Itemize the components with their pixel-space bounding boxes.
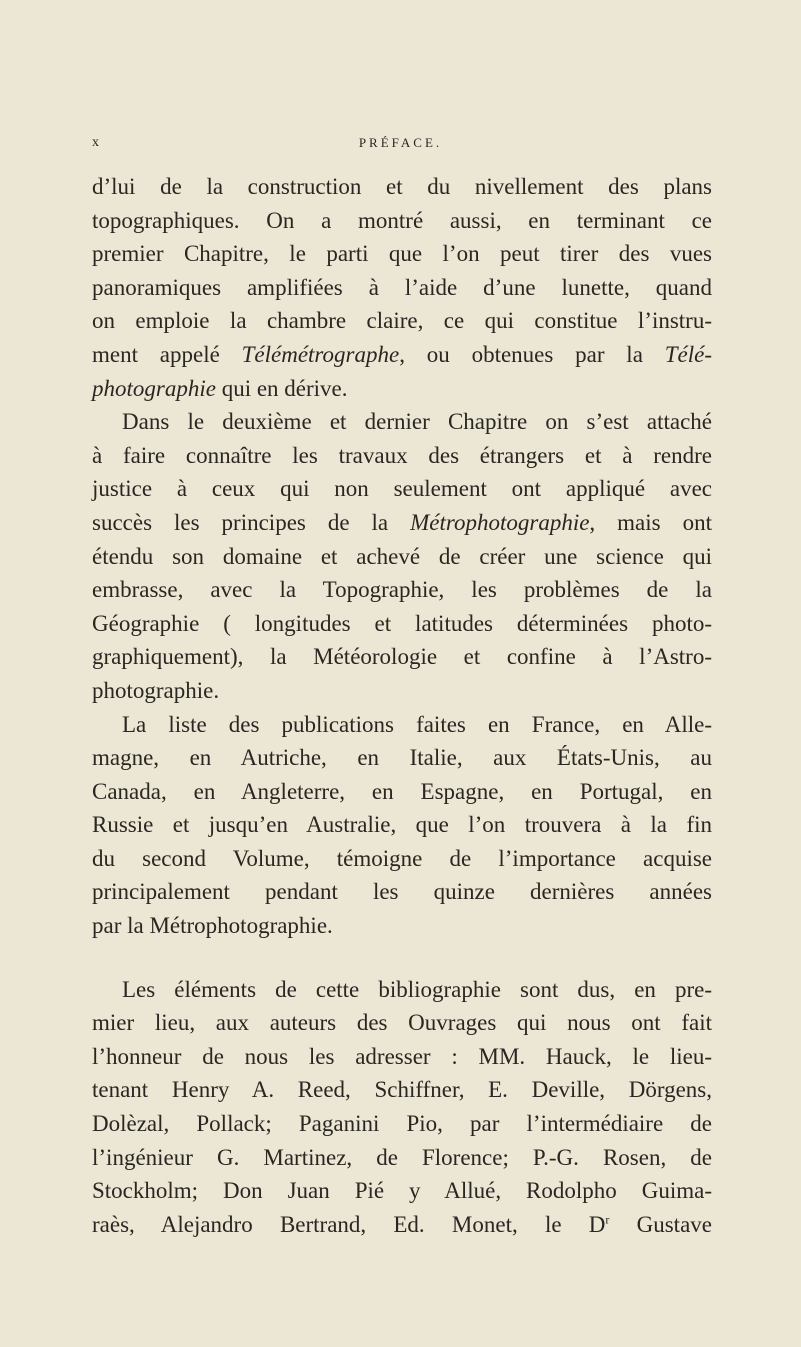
page-header [92, 135, 709, 159]
text-line: Stockholm; Don Juan Pié y Allué, Rodolpho Guima- [92, 1178, 712, 1204]
text-line: panoramiques amplifiées à l’aide d’une lunette, quand [92, 274, 712, 300]
text-line: raès, Alejandro Bertrand, Ed. Monet, le $D^r$ Gustave [92, 1211, 712, 1237]
text-line: graphiquement), la Météorologie et confine à l’Astro- [92, 644, 712, 670]
running-head: PRÉFACE. [358, 135, 443, 150]
paragraph-gap [92, 943, 712, 973]
text-line: magne, en Autriche, en Italie, aux États-Unis, au [92, 745, 712, 771]
italic-term: Métrophotographie [410, 509, 590, 535]
text-line: étendu son domaine et achevé de créer une science qui [92, 543, 712, 569]
text-line: Dolèzal, Pollack; Paganini Pio, par l’intermédiaire de [92, 1111, 712, 1137]
text-line: l’honneur de nous les adresser : MM. Hauck, le lieu- [92, 1043, 712, 1069]
text-line: embrasse, avec la Topographie, les problèmes de la [92, 577, 712, 603]
paragraph-3 [92, 708, 712, 943]
text-line: mier lieu, aux auteurs des Ouvrages qui nous ont fait [92, 1010, 712, 1036]
text-line: photographie qui en dérive. [92, 375, 348, 401]
text-line: Géographie ( longitudes et latitudes déterminées photo- [92, 610, 712, 636]
text-line: du second Volume, témoigne de l’importance acquise [92, 845, 712, 871]
text-line: ment appelé Télémétrographe, ou obtenues par la Télé- [92, 341, 712, 367]
text-line: succès les principes de la Métrophotographie, mais ont [92, 509, 712, 535]
text-line: topographiques. On a montré aussi, en terminant ce [92, 207, 712, 233]
text-line: Canada, en Angleterre, en Espagne, en Portugal, en [92, 778, 712, 804]
text-line: par la Métrophotographie. [92, 913, 333, 939]
italic-term: Télémétrographe [241, 341, 400, 367]
text-line: tenant Henry A. Reed, Schiffner, E. Deville, Dörgens, [92, 1077, 712, 1103]
text-line: l’ingénieur G. Martinez, de Florence; P.-G. Rosen, de [92, 1144, 712, 1170]
folio-number: x [92, 135, 100, 150]
text-line: justice à ceux qui non seulement ont appliqué avec [92, 476, 712, 502]
text-line: La liste des publications faites en France, en Alle- [122, 711, 712, 737]
text-line: photographie. [92, 677, 220, 703]
text-line: principalement pendant les quinze dernières années [92, 879, 712, 905]
text-line: d’lui de la construction et du nivellement des plans [92, 174, 712, 199]
italic-term: Télé- [664, 341, 712, 367]
italic-term: photographie [92, 375, 216, 401]
text-line: Dans le deuxième et dernier Chapitre on s’est attaché [122, 409, 712, 435]
text-line: à faire connaître les travaux des étrangers et à rendre [92, 442, 712, 468]
paragraph-4 [92, 973, 712, 1242]
text-line: Les éléments de cette bibliographie sont dus, en pre- [122, 976, 712, 1002]
paragraph-2 [92, 405, 712, 707]
page-body [92, 170, 712, 1241]
text-line: Russie et jusqu’en Australie, que l’on trouvera à la fin [92, 812, 712, 838]
text-line: premier Chapitre, le parti que l’on peut tirer des vues [92, 241, 712, 267]
superscript: r [605, 1212, 610, 1227]
text-line: on emploie la chambre claire, ce qui constitue l’instru- [92, 308, 712, 334]
paragraph-1 [92, 170, 712, 405]
